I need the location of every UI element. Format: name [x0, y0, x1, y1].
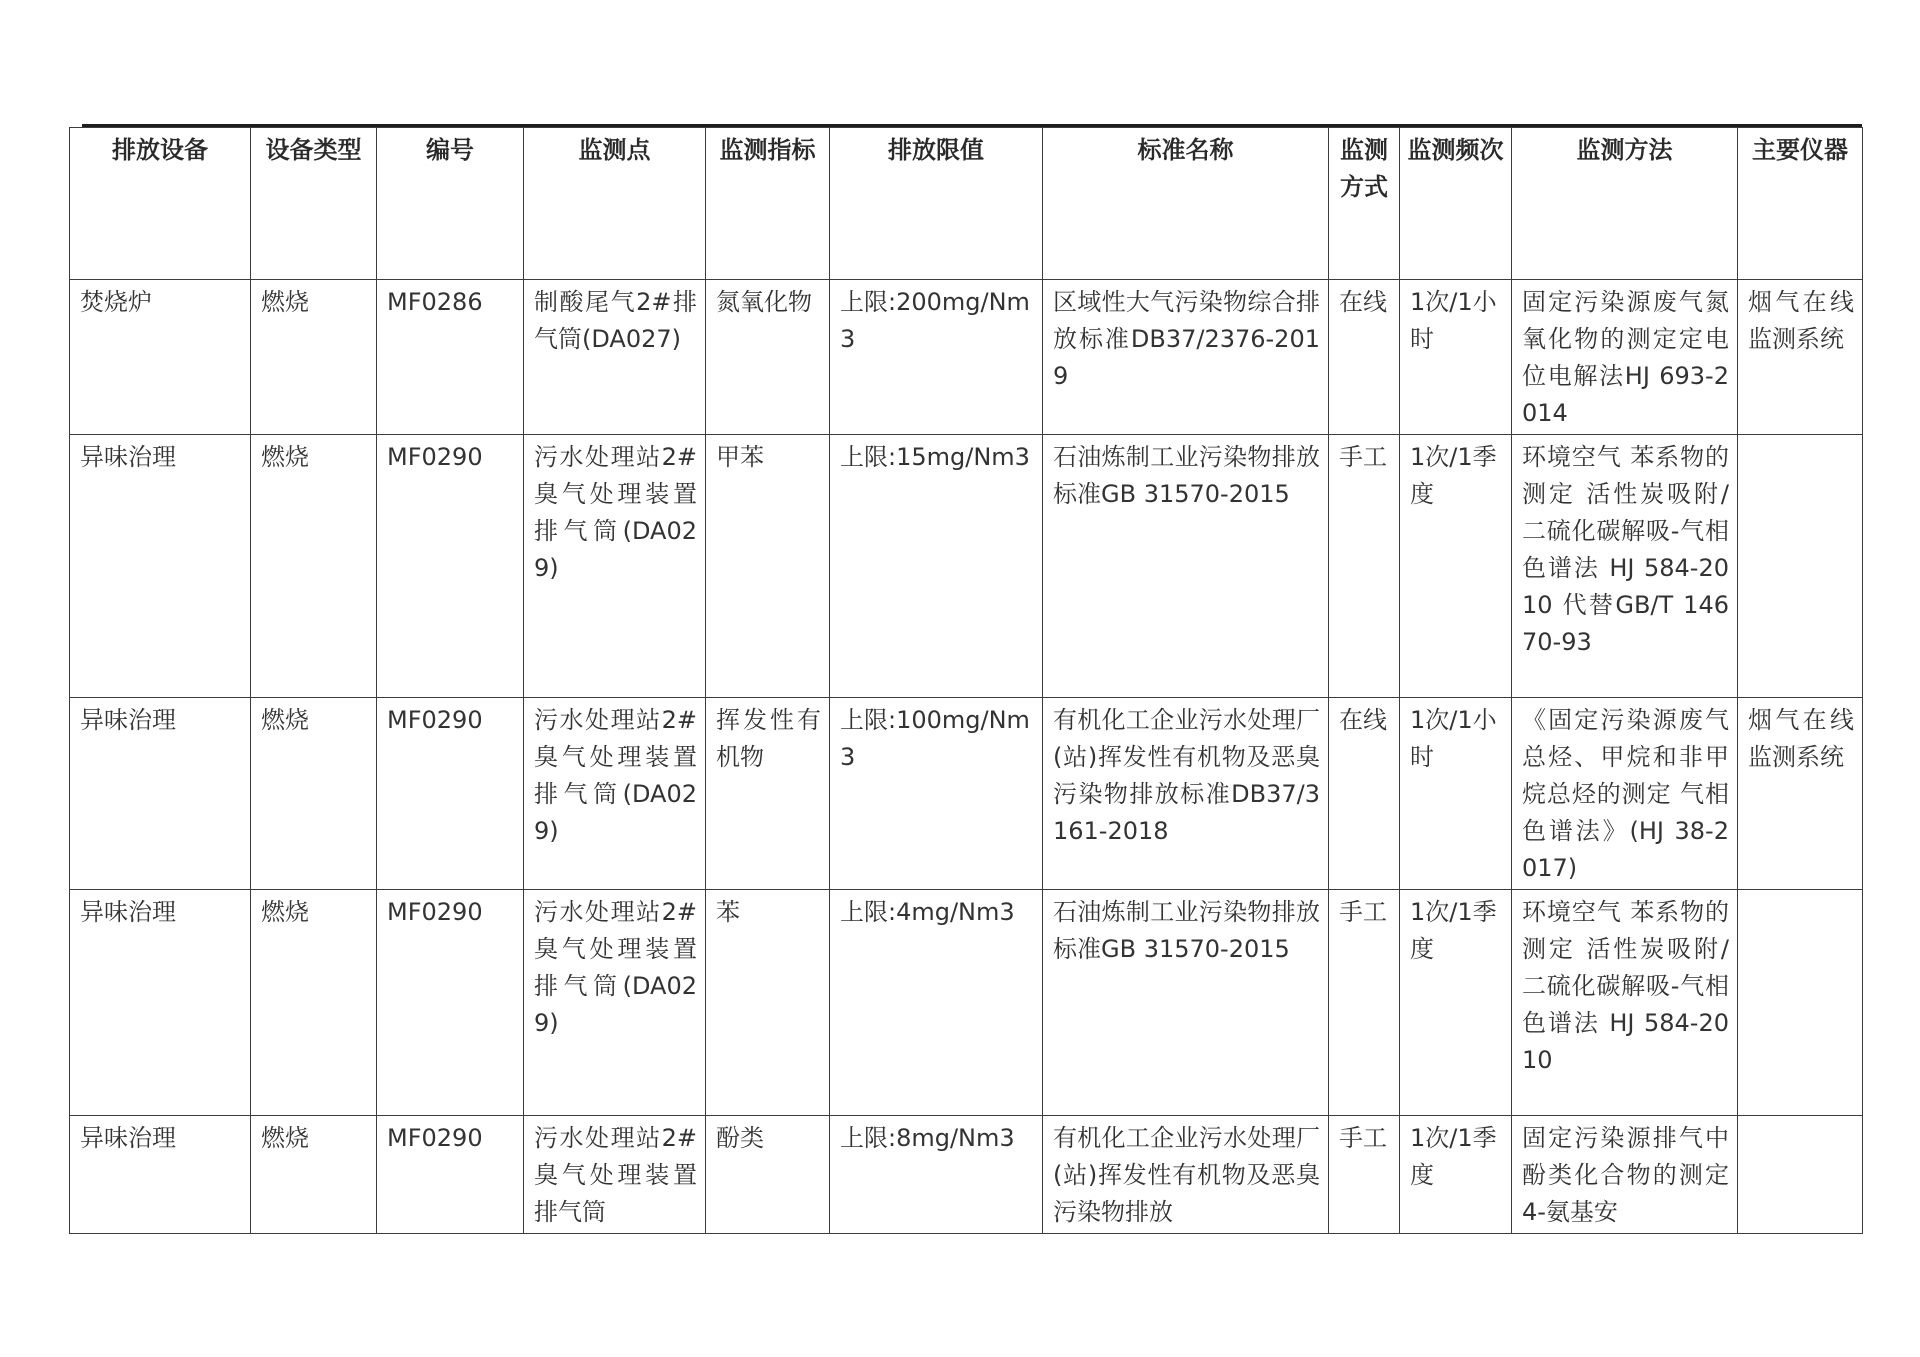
table-body: [70, 128, 1863, 1234]
table-cell: [1512, 280, 1738, 435]
table-cell: 1次/1季度: [1400, 435, 1512, 698]
table-cell: 手工: [1329, 1116, 1400, 1234]
table-cell: 燃烧: [251, 280, 377, 435]
table-cell: MF0290: [377, 1116, 524, 1234]
table-cell: 焚烧炉: [70, 280, 251, 435]
table-cell-text: 挥发性有机物: [716, 706, 821, 771]
table-cell: [706, 435, 830, 698]
table-cell: 上限:4mg/Nm3: [830, 890, 1043, 1116]
table-cell: [524, 280, 706, 435]
table-cell-text: 环境空气 苯系物的测定 活性炭吸附/二硫化碳解吸-气相色谱法 HJ 584-2010 代替GB/T 14670-93: [1522, 443, 1729, 656]
table-cell-text: 有机化工企业污水处理厂(站)挥发性有机物及恶臭污染物排放: [1053, 1124, 1320, 1226]
table-cell: [1043, 698, 1329, 890]
table-cell-text: 污水处理站2#臭气处理装置排气筒: [534, 1124, 697, 1226]
table-cell-text: 甲苯: [716, 443, 764, 471]
table-cell: 1次/1小时: [1400, 280, 1512, 435]
table-cell: 上限:8mg/Nm3: [830, 1116, 1043, 1234]
header-cell: 监测方式: [1329, 128, 1400, 280]
header-cell: 监测指标: [706, 128, 830, 280]
table-cell-text: 氮氧化物: [716, 288, 812, 316]
table-cell: 上限:200mg/Nm3: [830, 280, 1043, 435]
table-cell: 在线: [1329, 698, 1400, 890]
table-cell-text: 污水处理站2#臭气处理装置排气筒(DA029): [534, 706, 697, 845]
table-cell-text: 酚类: [716, 1124, 764, 1152]
monitoring-table: [69, 127, 1863, 1234]
table-cell: [1738, 1116, 1863, 1234]
table-cell: 上限:15mg/Nm3: [830, 435, 1043, 698]
table-cell: [706, 698, 830, 890]
table-cell-text: 环境空气 苯系物的测定 活性炭吸附/二硫化碳解吸-气相色谱法 HJ 584-2010: [1522, 898, 1729, 1074]
table-cell: [524, 435, 706, 698]
table-cell: 异味治理: [70, 435, 251, 698]
table-cell: [524, 890, 706, 1116]
table-header-row: [70, 128, 1863, 280]
table-cell-text: 区域性大气污染物综合排放标准DB37/2376-2019: [1053, 288, 1320, 390]
table-cell-text: 污水处理站2#臭气处理装置排气筒(DA029): [534, 443, 697, 582]
table-cell: [1512, 435, 1738, 698]
table-row: [70, 435, 1863, 698]
table-cell: 1次/1季度: [1400, 1116, 1512, 1234]
table-cell: [1512, 890, 1738, 1116]
table-cell: [1043, 1116, 1329, 1234]
table-cell: [524, 1116, 706, 1234]
table-cell-text: 烟气在线监测系统: [1748, 288, 1854, 353]
table-cell: MF0290: [377, 698, 524, 890]
table-cell-text: 有机化工企业污水处理厂(站)挥发性有机物及恶臭污染物排放标准DB37/3161-2018: [1053, 706, 1320, 845]
table-cell-text: 制酸尾气2#排气筒(DA027): [534, 288, 697, 353]
table-cell: 在线: [1329, 280, 1400, 435]
header-cell: 排放设备: [70, 128, 251, 280]
table-cell: [706, 1116, 830, 1234]
table-cell: 1次/1小时: [1400, 698, 1512, 890]
table-cell: [1738, 890, 1863, 1116]
table-cell: MF0290: [377, 435, 524, 698]
header-cell: 监测频次: [1400, 128, 1512, 280]
table-cell-text: 烟气在线监测系统: [1748, 706, 1854, 771]
table-cell-text: 《固定污染源废气 总烃、甲烷和非甲烷总烃的测定 气相色谱法》(HJ 38-2017): [1522, 706, 1729, 882]
table-cell: [1043, 890, 1329, 1116]
table-cell: MF0286: [377, 280, 524, 435]
table-cell-text: 苯: [716, 898, 740, 926]
header-cell: 主要仪器: [1738, 128, 1863, 280]
table-cell: [1512, 698, 1738, 890]
header-cell: 编号: [377, 128, 524, 280]
table-cell: [1512, 1116, 1738, 1234]
table-row: [70, 1116, 1863, 1234]
table-cell: [1738, 698, 1863, 890]
table-cell: [706, 280, 830, 435]
table-cell-text: 污水处理站2#臭气处理装置排气筒(DA029): [534, 898, 697, 1037]
table-cell: 燃烧: [251, 890, 377, 1116]
table-cell: [1738, 435, 1863, 698]
table-cell: [706, 890, 830, 1116]
table-cell-text: 固定污染源废气氮氧化物的测定定电位电解法HJ 693-2014: [1522, 288, 1729, 427]
table-cell-text: 固定污染源排气中酚类化合物的测定 4-氨基安: [1522, 1124, 1729, 1226]
table-row: [70, 890, 1863, 1116]
table-row: [70, 280, 1863, 435]
table-cell: [1738, 280, 1863, 435]
table-cell: [1043, 435, 1329, 698]
table-cell: 异味治理: [70, 698, 251, 890]
header-cell: 设备类型: [251, 128, 377, 280]
header-cell: 监测点: [524, 128, 706, 280]
table-cell: 上限:100mg/Nm3: [830, 698, 1043, 890]
table-cell: 燃烧: [251, 698, 377, 890]
table-cell-text: 石油炼制工业污染物排放标准GB 31570-2015: [1053, 898, 1320, 963]
table-cell: [1043, 280, 1329, 435]
header-cell: 排放限值: [830, 128, 1043, 280]
table-cell: 1次/1季度: [1400, 890, 1512, 1116]
table-cell: 手工: [1329, 435, 1400, 698]
table-cell: 异味治理: [70, 1116, 251, 1234]
table-cell: 手工: [1329, 890, 1400, 1116]
table-cell: 异味治理: [70, 890, 251, 1116]
table-cell: MF0290: [377, 890, 524, 1116]
header-cell: 监测方法: [1512, 128, 1738, 280]
header-cell: 标准名称: [1043, 128, 1329, 280]
table-cell-text: 石油炼制工业污染物排放标准GB 31570-2015: [1053, 443, 1320, 508]
table-cell: 燃烧: [251, 1116, 377, 1234]
table-row: [70, 698, 1863, 890]
table-cell: 燃烧: [251, 435, 377, 698]
table-cell: [524, 698, 706, 890]
